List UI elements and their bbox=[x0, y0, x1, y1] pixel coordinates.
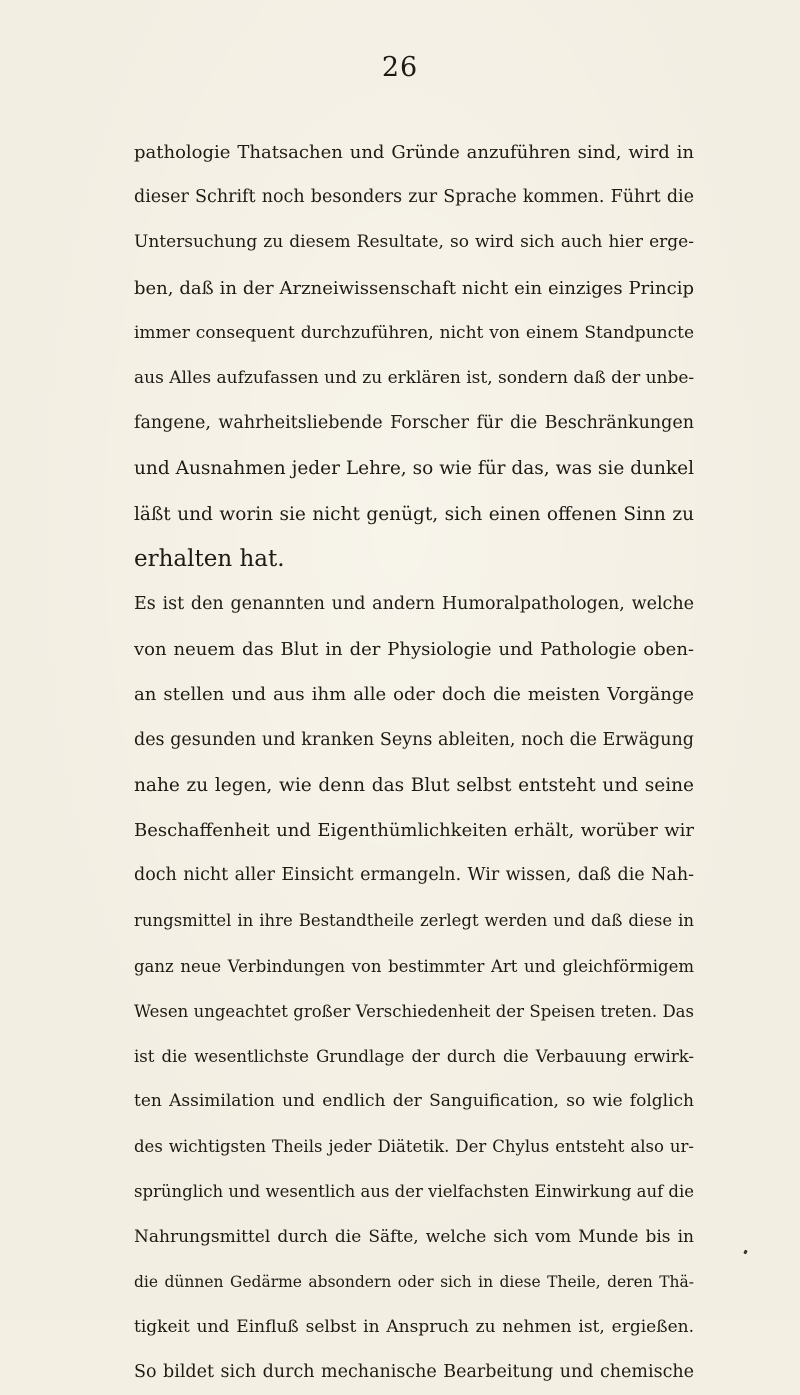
text-line: erhalten hat. bbox=[134, 545, 285, 572]
text-line: So bildet sich durch mechanische Bearbeitung und chemische bbox=[134, 1362, 694, 1383]
text-line: des gesunden und kranken Seyns ableiten, noch die Erwägung bbox=[134, 729, 694, 750]
text-line: nahe zu legen, wie denn das Blut selbst entsteht und seine bbox=[134, 774, 694, 796]
text-line: ben, daß in der Arzneiwissenschaft nicht ein einziges Princip bbox=[134, 277, 694, 299]
text-line: an stellen und aus ihm alle oder doch die meisten Vorgänge bbox=[134, 684, 694, 706]
text-line: ganz neue Verbindungen von bestimmter Art und gleichförmigem bbox=[134, 956, 694, 976]
text-line: pathologie Thatsachen und Gründe anzuführen sind, wird in bbox=[134, 142, 694, 163]
page-number: 26 bbox=[381, 52, 419, 83]
text-line: Nahrungsmittel durch die Säfte, welche sich vom Munde bis in bbox=[134, 1226, 694, 1247]
text-line: rungsmittel in ihre Bestandtheile zerlegt werden und daß diese in bbox=[134, 911, 694, 931]
text-line: tigkeit und Einfluß selbst in Anspruch zu nehmen ist, ergießen. bbox=[134, 1317, 694, 1337]
text-line: aus Alles aufzufassen und zu erklären ist, sondern daß der unbe- bbox=[134, 367, 695, 388]
text-line: Untersuchung zu diesem Resultate, so wird sich auch hier erge- bbox=[134, 232, 694, 253]
paragraph-2 bbox=[134, 582, 694, 1395]
ink-speck bbox=[743, 1250, 747, 1255]
text-line: die dünnen Gedärme absondern oder sich in diese Theile, deren Thä- bbox=[134, 1272, 694, 1291]
text-line: läßt und worin sie nicht genügt, sich einen offenen Sinn zu bbox=[134, 503, 694, 525]
text-line: Es ist den genannten und andern Humoralpathologen, welche bbox=[134, 594, 694, 614]
text-line: und Ausnahmen jeder Lehre, so wie für das, was sie dunkel bbox=[134, 458, 694, 480]
text-line: immer consequent durchzuführen, nicht von einem Standpuncte bbox=[134, 322, 694, 343]
text-line: dieser Schrift noch besonders zur Sprache kommen. Führt die bbox=[134, 187, 694, 208]
text-line: von neuem das Blut in der Physiologie und Pathologie oben- bbox=[134, 639, 694, 661]
text-line: Beschaffenheit und Eigenthümlichkeiten erhält, worüber wir bbox=[134, 819, 694, 841]
text-line: fangene, wahrheitsliebende Forscher für die Beschränkungen bbox=[134, 413, 694, 434]
text-line: des wichtigsten Theils jeder Diätetik. Der Chylus entsteht also ur- bbox=[134, 1137, 694, 1157]
text-line: doch nicht aller Einsicht ermangeln. Wir wissen, daß die Nah- bbox=[134, 865, 694, 886]
text-line: Wesen ungeachtet großer Verschiedenheit der Speisen treten. Das bbox=[134, 1001, 694, 1021]
text-line: sprünglich und wesentlich aus der vielfachsten Einwirkung auf die bbox=[134, 1182, 695, 1202]
text-line: ist die wesentlichste Grundlage der durch die Verbauung erwirk- bbox=[134, 1046, 694, 1066]
paragraph-1 bbox=[134, 130, 694, 582]
text-line: ten Assimilation und endlich der Sanguification, so wie folglich bbox=[134, 1091, 694, 1112]
